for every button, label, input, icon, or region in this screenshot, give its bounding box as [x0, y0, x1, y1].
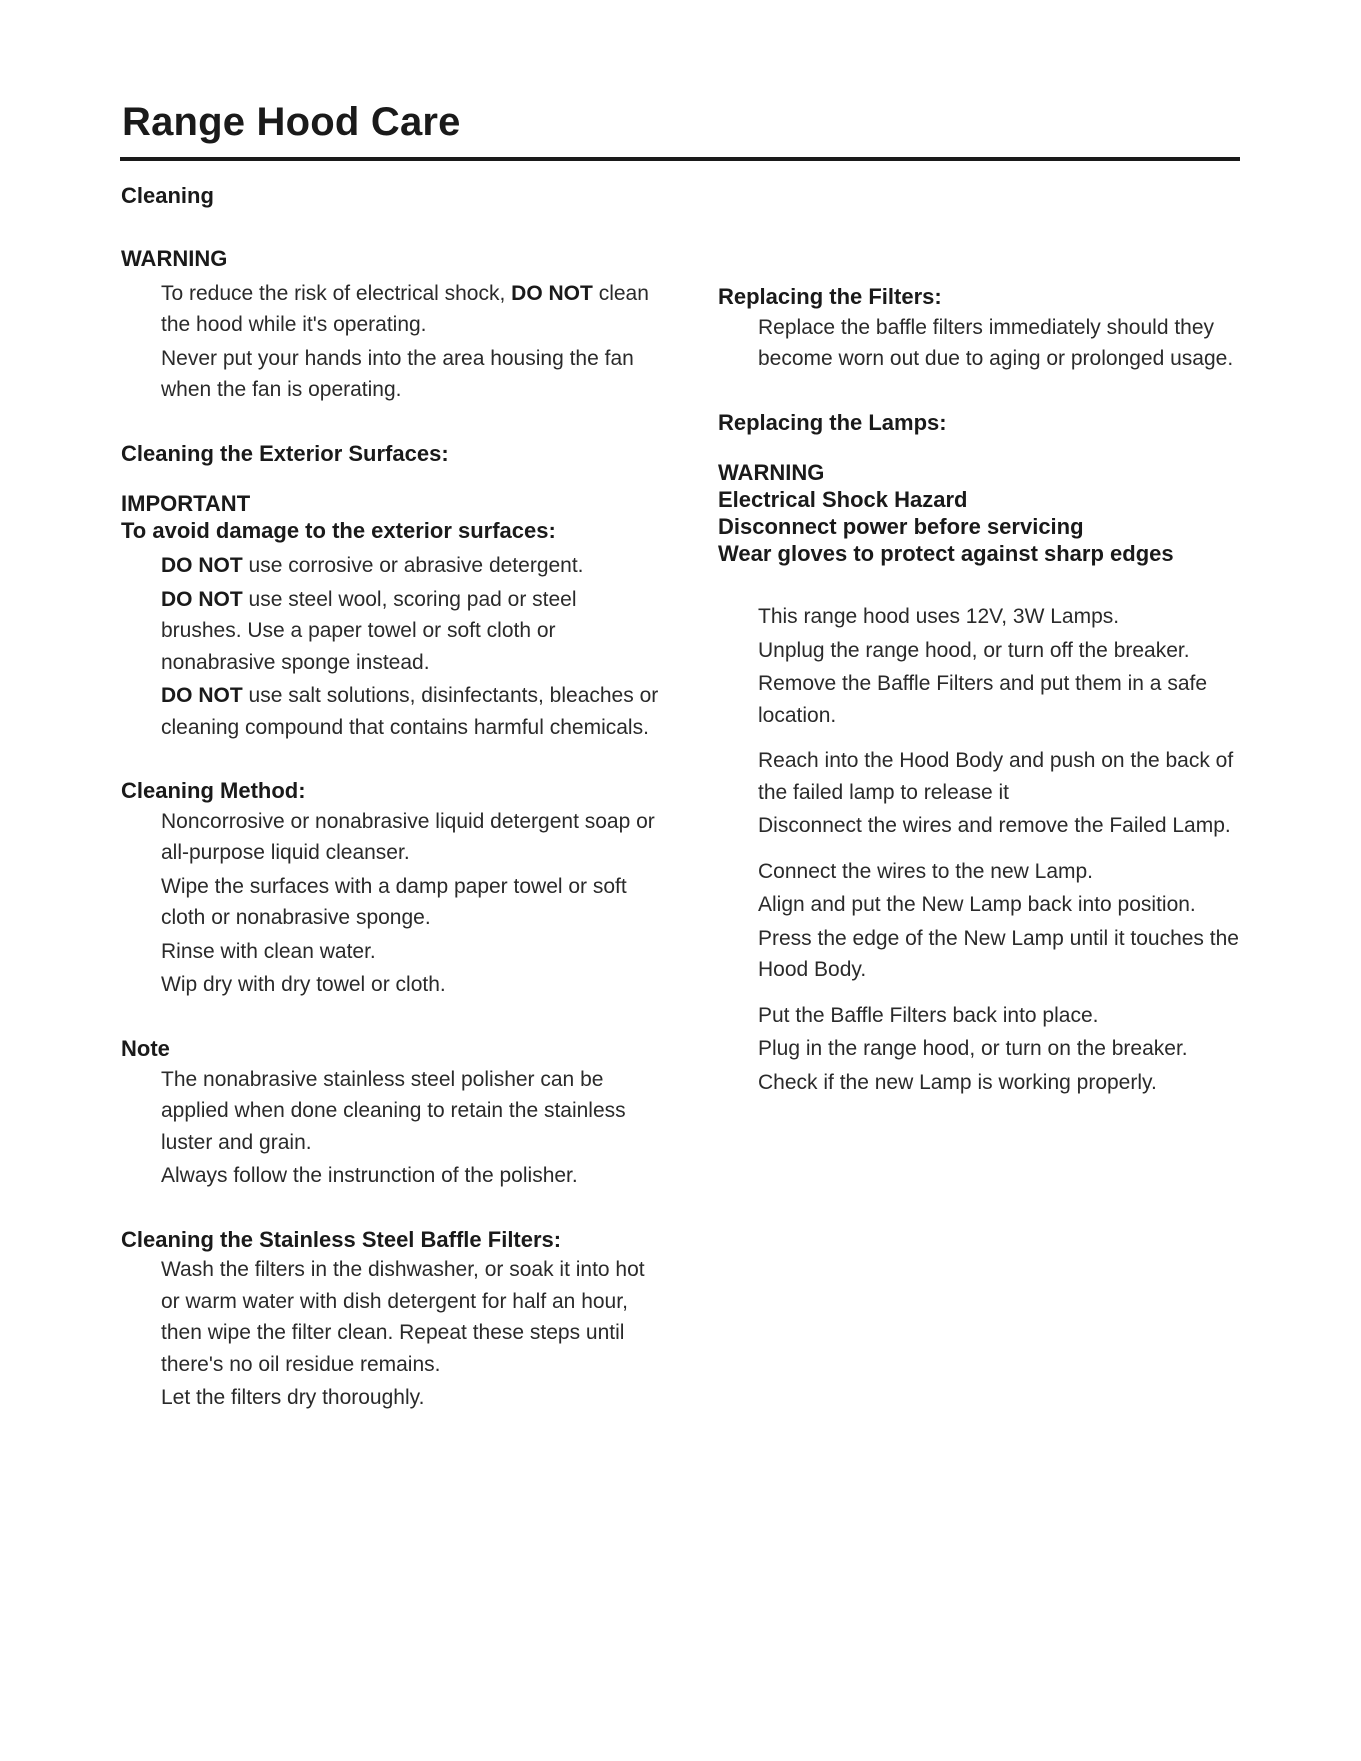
right-column: [718, 283, 1248, 1098]
lamps-heading: Replacing the Lamps:: [718, 409, 947, 435]
baffle-item: Wash the filters in the dishwasher, or soak it into hot or warm water with dish detergent for half an hour, then wipe the filter clean. Repeat these steps until there's no oil residue remains.: [161, 1258, 645, 1376]
lamp-step: Align and put the New Lamp back into position.: [758, 893, 1196, 917]
do-not-label: DO NOT: [161, 684, 243, 708]
warning-do-not: DO NOT: [511, 281, 593, 305]
lamp-step: Disconnect the wires and remove the Failed Lamp.: [758, 814, 1231, 838]
method-item: Wipe the surfaces with a damp paper towel or soft cloth or nonabrasive sponge.: [161, 874, 627, 930]
method-heading: Cleaning Method:: [121, 778, 306, 804]
lamp-warning-heading: WARNING: [718, 460, 825, 486]
lamp-warning-line: Electrical Shock Hazard: [718, 487, 968, 513]
baffle-heading: Cleaning the Stainless Steel Baffle Filters:: [121, 1226, 562, 1252]
exterior-item-text: use steel wool, scoring pad or steel brushes. Use a paper towel or soft cloth or nonabrasive sponge instead.: [161, 587, 577, 674]
warning-paragraph-1: [161, 278, 661, 341]
lamp-step: Press the edge of the New Lamp until it touches the Hood Body.: [758, 926, 1239, 982]
lamp-warning-line: Disconnect power before servicing: [718, 514, 1084, 540]
warning-text-pre: To reduce the risk of electrical shock,: [161, 281, 506, 305]
exterior-item-2: [161, 584, 661, 679]
exterior-heading: Cleaning the Exterior Surfaces:: [121, 440, 449, 466]
warning-heading: WARNING: [121, 245, 228, 271]
lamp-step: This range hood uses 12V, 3W Lamps.: [758, 605, 1120, 629]
lamp-step: Remove the Baffle Filters and put them in a safe location.: [758, 672, 1208, 727]
exterior-item-1: [161, 550, 661, 582]
lamp-warning-line: Wear gloves to protect against sharp edges: [718, 541, 1174, 567]
exterior-item-text: use corrosive or abrasive detergent.: [248, 554, 584, 578]
cleaning-heading: Cleaning: [121, 183, 214, 208]
method-item: Noncorrosive or nonabrasive liquid detergent soap or all-purpose liquid cleanser.: [161, 809, 655, 865]
warning-paragraph-2: Never put your hands into the area housing the fan when the fan is operating.: [161, 346, 634, 402]
note-item: Always follow the instrunction of the polisher.: [161, 1164, 578, 1188]
warning-text-post: clean the hood while it's operating.: [161, 281, 649, 337]
method-item: Wip dry with dry towel or cloth.: [161, 973, 446, 997]
filters-heading: Replacing the Filters:: [718, 284, 942, 309]
lamp-step: Reach into the Hood Body and push on the back of the failed lamp to release it: [758, 749, 1234, 804]
important-label: IMPORTANT: [121, 491, 251, 517]
exterior-item-3: [161, 680, 661, 743]
title-divider: [120, 157, 1240, 161]
filters-text: Replace the baffle filters immediately should they become worn out due to aging or prolonged usage.: [758, 315, 1234, 371]
method-item: Rinse with clean water.: [161, 939, 376, 963]
lamp-step: Put the Baffle Filters back into place.: [758, 1003, 1099, 1027]
do-not-label: DO NOT: [161, 554, 243, 578]
left-column: [121, 182, 661, 1414]
page-title: Range Hood Care: [122, 100, 461, 144]
note-item: The nonabrasive stainless steel polisher can be applied when done cleaning to retain the stainless luster and grain.: [161, 1067, 626, 1154]
lamp-step: Plug in the range hood, or turn on the breaker.: [758, 1037, 1188, 1061]
exterior-item-text: use salt solutions, disinfectants, bleaches or cleaning compound that contains harmful chemicals.: [161, 684, 659, 739]
lamp-step: Connect the wires to the new Lamp.: [758, 859, 1094, 883]
do-not-label: DO NOT: [161, 587, 243, 611]
lamp-step: Unplug the range hood, or turn off the breaker.: [758, 638, 1190, 662]
baffle-item: Let the filters dry thoroughly.: [161, 1386, 425, 1410]
avoid-damage-label: To avoid damage to the exterior surfaces:: [121, 518, 556, 544]
lamp-step: Check if the new Lamp is working properly.: [758, 1070, 1157, 1094]
note-heading: Note: [121, 1035, 170, 1061]
